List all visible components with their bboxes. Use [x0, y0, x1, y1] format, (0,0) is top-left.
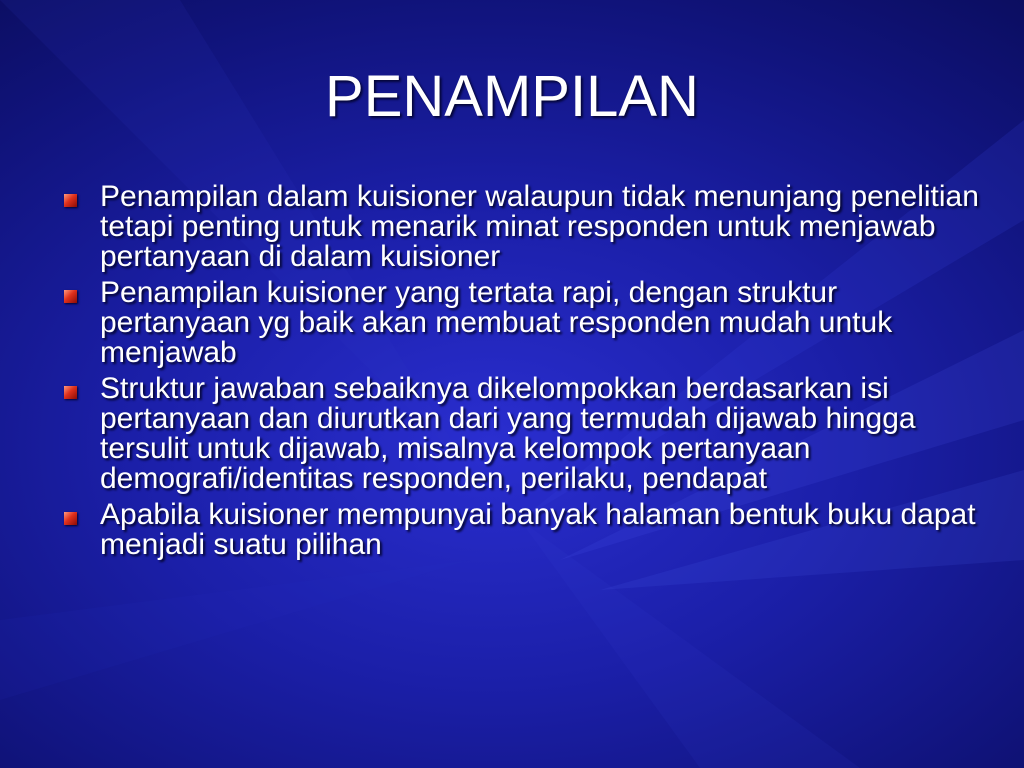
bullet-item: [64, 278, 984, 368]
bullet-item: [64, 374, 984, 494]
slide-title: PENAMPILAN: [325, 64, 699, 129]
red-square-bullet-icon: [64, 194, 77, 207]
bullet-item: [64, 182, 984, 272]
bullet-text: Penampilan dalam kuisioner walaupun tidak menunjang penelitian tetapi penting untuk menarik minat responden untuk menjawab pertanyaan di dalam kuisioner: [100, 180, 979, 273]
red-square-bullet-icon: [64, 512, 77, 525]
bullet-list: [64, 182, 984, 566]
bullet-item: [64, 500, 984, 560]
bullet-text: Apabila kuisioner mempunyai banyak halaman bentuk buku dapat menjadi suatu pilihan: [100, 498, 976, 561]
red-square-bullet-icon: [64, 290, 77, 303]
bullet-text: Penampilan kuisioner yang tertata rapi, dengan struktur pertanyaan yg baik akan membuat responden mudah untuk menjawab: [100, 276, 893, 369]
bullet-text: Struktur jawaban sebaiknya dikelompokkan berdasarkan isi pertanyaan dan diurutkan dari yang termudah dijawab hingga tersulit untuk dijawab, misalnya kelompok pertanyaan demografi/identitas responden, perilaku, pendapat: [100, 372, 916, 495]
red-square-bullet-icon: [64, 386, 77, 399]
